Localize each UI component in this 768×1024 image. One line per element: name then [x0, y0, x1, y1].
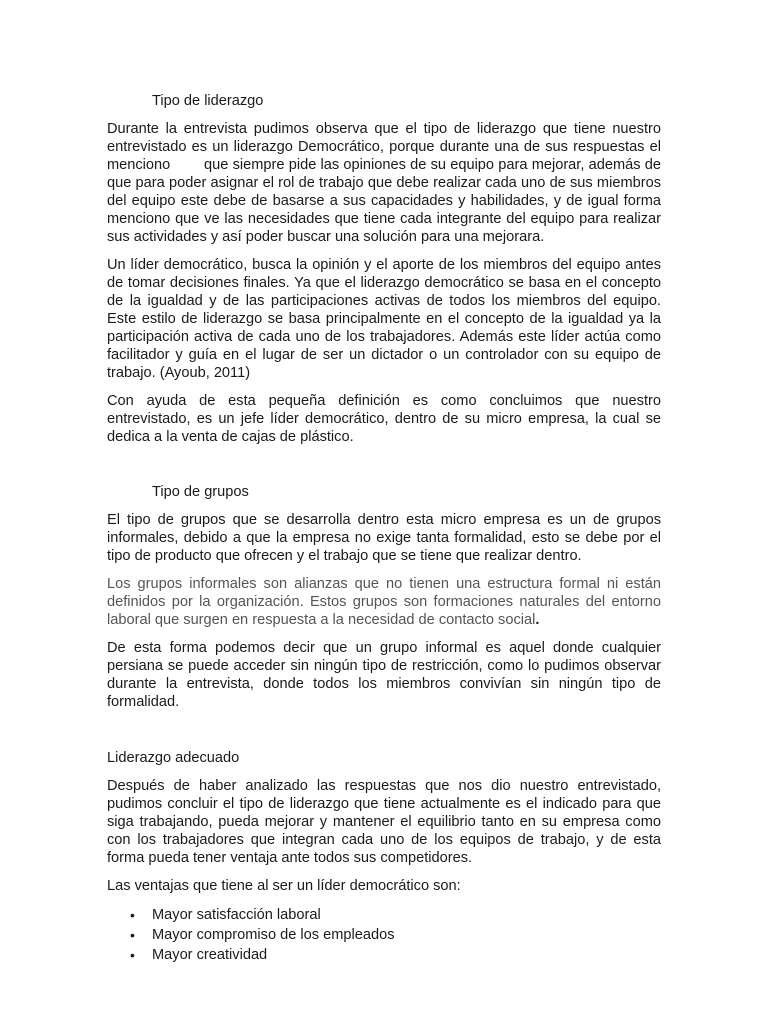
- spacer: [107, 456, 661, 483]
- quoted-text: Los grupos informales son alianzas que no tienen una estructura formal ni están definidos por la organización. Estos grupos son formaciones naturales del entorno laboral que surgen en respuesta a la necesidad de contacto social: [107, 576, 661, 628]
- paragraph: Con ayuda de esta pequeña definición es como concluimos que nuestro entrevistado, es un jefe líder democrático, dentro de su micro empresa, la cual se dedica a la venta de cajas de plástico.: [107, 393, 661, 445]
- section-heading-liderazgo-adecuado: Liderazgo adecuado: [107, 750, 240, 766]
- advantages-list: [107, 905, 661, 965]
- document-page: [107, 92, 661, 965]
- paragraph: Un líder democrático, busca la opinión y el aporte de los miembros del equipo antes de tomar decisiones finales. Ya que el liderazgo democrático se basa en el concepto de la igualdad y de las participaciones activas de todos los miembros del equipo. Este estilo de liderazgo se basa principalmente en el concepto de la igualdad ya la participación activa de cada uno de los trabajadores. Además este líder actúa como facilitador y guía en el lugar de ser un dictador o un controlador con su equipo de trabajo. (Ayoub, 2011): [107, 257, 661, 381]
- list-item-text: Mayor satisfacción laboral: [152, 907, 321, 923]
- quoted-paragraph: [107, 575, 661, 629]
- quoted-text-end: .: [535, 612, 540, 628]
- list-item: [107, 925, 661, 945]
- paragraph: Durante la entrevista pudimos observa que el tipo de liderazgo que tiene nuestro entrevistado es un liderazgo Democrático, porque durante una de sus respuestas el menciono que siempre pide las opiniones de su equipo para mejorar, además de que para poder asignar el rol de trabajo que debe realizar cada uno de sus miembros del equipo este debe de basarse a sus capacidades y habilidades, y de igual forma menciono que ve las necesidades que tiene cada integrante del equipo para realizar sus actividades y así poder buscar una solución para una mejorara.: [107, 121, 661, 245]
- bullet-icon: •: [130, 927, 135, 943]
- bullet-icon: •: [130, 907, 135, 923]
- bullet-icon: •: [130, 947, 135, 963]
- paragraph: Después de haber analizado las respuestas que nos dio nuestro entrevistado, pudimos concluir el tipo de liderazgo que tiene actualmente es el indicado para que siga trabajando, pueda mejorar y mantener el equilibrio tanto en su empresa como con los trabajadores que integran cada uno de los equipos de trabajo, y de esta forma pueda tener ventaja ante todos sus competidores.: [107, 778, 661, 866]
- spacer: [107, 721, 661, 749]
- section-heading-tipo-de-liderazgo: Tipo de liderazgo: [152, 93, 264, 109]
- list-item: [107, 945, 661, 965]
- list-item-text: Mayor creatividad: [152, 947, 268, 963]
- paragraph: El tipo de grupos que se desarrolla dentro esta micro empresa es un de grupos informales, debido a que la empresa no exige tanta formalidad, esto se debe por el tipo de producto que ofrecen y el trabajo que se tiene que realizar dentro.: [107, 512, 661, 564]
- section-heading-tipo-de-grupos: Tipo de grupos: [152, 484, 249, 500]
- list-item-text: Mayor compromiso de los empleados: [152, 927, 395, 943]
- paragraph: Las ventajas que tiene al ser un líder democrático son:: [107, 878, 461, 894]
- paragraph: De esta forma podemos decir que un grupo informal es aquel donde cualquier persiana se puede acceder sin ningún tipo de restricción, como lo pudimos observar durante la entrevista, donde todos los miembros convivían sin ningún tipo de formalidad.: [107, 640, 661, 710]
- list-item: [107, 905, 661, 925]
